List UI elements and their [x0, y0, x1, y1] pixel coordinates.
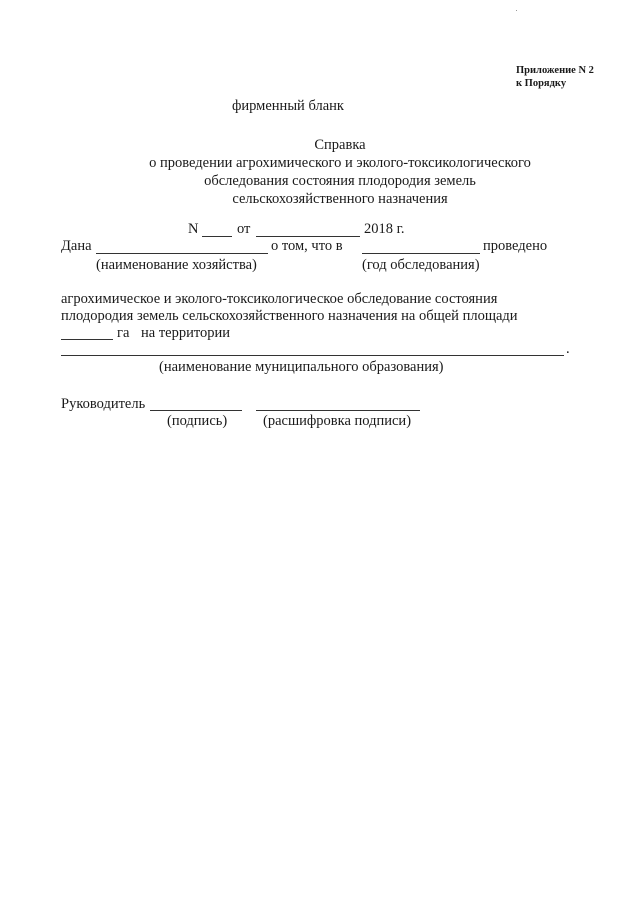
title-line-3: обследования состояния плодородия земель [204, 173, 476, 189]
farm-name-field[interactable] [96, 253, 268, 254]
number-field[interactable] [202, 236, 232, 237]
signature-decode-caption: (расшифровка подписи) [263, 413, 412, 429]
body-line-1: агрохимическое и эколого-токсикологическое обследование состояния [61, 291, 498, 307]
survey-year-caption: (год обследования) [362, 257, 480, 273]
signature-caption: (подпись) [167, 413, 228, 429]
document-title [100, 136, 580, 208]
territory-label: на территории [141, 325, 231, 341]
hectare-label: га [117, 325, 130, 341]
scan-speck [516, 10, 517, 11]
farm-name-caption: (наименование хозяйства) [96, 257, 257, 273]
date-from-label: от [237, 221, 251, 237]
head-label: Руководитель [61, 396, 146, 412]
body-line-2: плодородия земель сельскохозяйственного назначения на общей площади [61, 308, 518, 324]
title-line-4: сельскохозяйственного назначения [232, 191, 448, 207]
signature-decode-field[interactable] [256, 410, 420, 411]
that-in-label: о том, что в [271, 238, 343, 254]
municipality-period: . [566, 341, 570, 357]
appendix-order-label: к Порядку [516, 78, 567, 89]
municipality-caption: (наименование муниципального образования) [159, 359, 444, 375]
date-field[interactable] [256, 236, 360, 237]
survey-year-field[interactable] [362, 253, 480, 254]
appendix-label: Приложение N 2 [516, 65, 594, 76]
title-line-1: Справка [314, 137, 366, 153]
issued-label: Дана [61, 238, 92, 254]
signature-field[interactable] [150, 410, 242, 411]
number-label: N [188, 221, 199, 237]
letterhead-label: фирменный бланк [232, 98, 344, 114]
conducted-label: проведено [483, 238, 548, 254]
area-field[interactable] [61, 339, 113, 340]
year-label: 2018 г. [364, 221, 405, 237]
title-line-2: о проведении агрохимического и эколого-токсикологического [149, 155, 531, 171]
municipality-field[interactable] [61, 355, 564, 356]
